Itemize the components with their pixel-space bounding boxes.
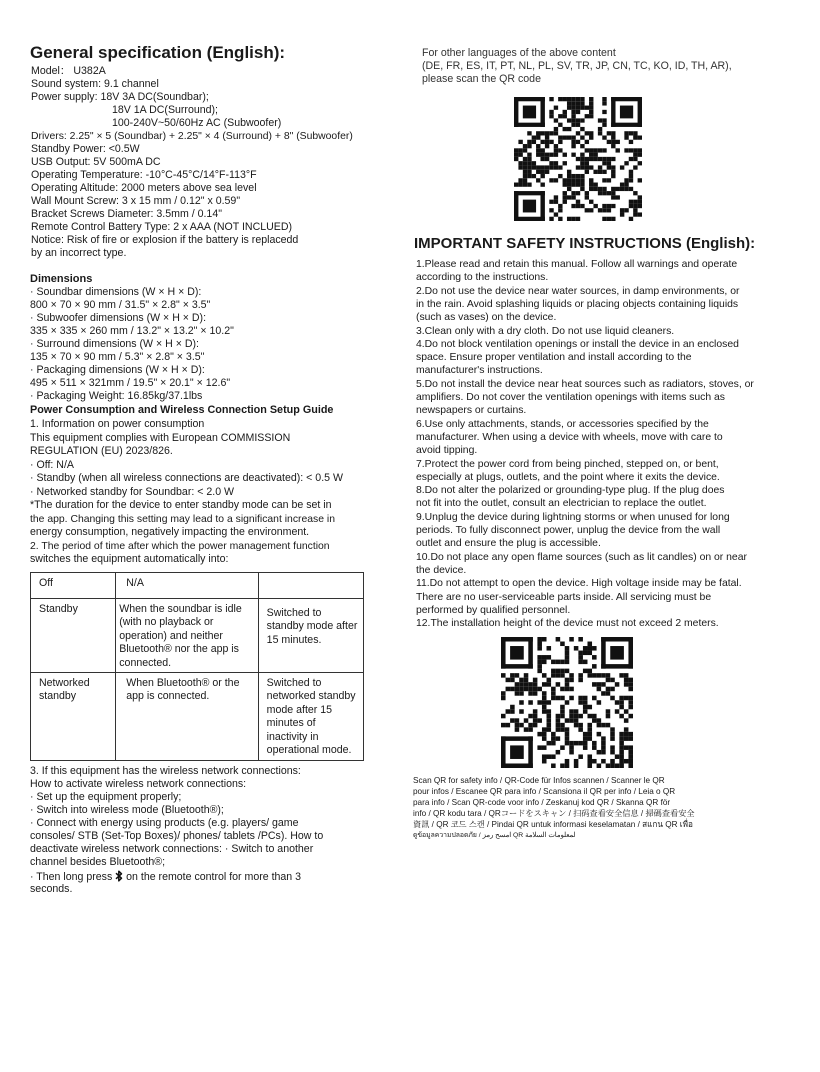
safety-line: newspapers or curtains. bbox=[416, 405, 527, 417]
table-row bbox=[31, 573, 364, 599]
safety-line: 7.Protect the power cord from being pinched, stepped on, or bent, bbox=[416, 458, 719, 470]
scan-line: ดูข้อมูลความปลอดภัย / امسح رمز QR لمعلومات السلامة bbox=[413, 832, 576, 839]
safety-line: 12.The installation height of the device must not exceed 2 meters. bbox=[416, 618, 719, 630]
safety-line: according to the instructions. bbox=[416, 272, 549, 284]
table-cell bbox=[258, 573, 363, 599]
safety-line: especially at plugs, outlets, and the point where it exits the device. bbox=[416, 471, 720, 483]
spec-line: 100-240V~50/60Hz AC (Subwoofer) bbox=[112, 117, 282, 129]
dim-line: · Packaging Weight: 16.85kg/37.1lbs bbox=[30, 390, 203, 402]
spec-line: Operating Altitude: 2000 meters above sea level bbox=[31, 182, 257, 194]
safety-line: performed by qualified personnel. bbox=[416, 604, 571, 616]
spec-line: Model： U382A bbox=[31, 65, 106, 77]
other-lang-line: please scan the QR code bbox=[422, 73, 541, 85]
safety-line: 10.Do not place any open flame sources (such as lit candles) on or near bbox=[416, 551, 747, 563]
safety-line: 11.Do not attempt to open the device. High voltage inside may be fatal. bbox=[416, 578, 742, 590]
safety-line: 3.Clean only with a dry cloth. Do not use liquid cleaners. bbox=[416, 325, 675, 337]
wireless-line: · Set up the equipment properly; bbox=[30, 791, 182, 803]
table-row bbox=[31, 673, 364, 761]
table-cell: N/A bbox=[116, 573, 258, 599]
dim-line: 495 × 511 × 321mm / 19.5" × 20.1" × 12.6" bbox=[30, 377, 231, 389]
wireless-line: consoles/ STB (Set-Top Boxes)/ phones/ tablets /PCs). How to bbox=[30, 830, 324, 842]
table-cell: Networked standby bbox=[31, 673, 116, 761]
spec-line: Power supply: 18V 3A DC(Soundbar); bbox=[31, 91, 209, 103]
table-cell: Standby bbox=[31, 599, 116, 673]
spec-line: Sound system: 9.1 channel bbox=[31, 78, 159, 90]
scan-line: pour infos / Escanee QR para info / Scansiona il QR per info / Leia o QR bbox=[413, 787, 676, 796]
power-line: REGULATION (EU) 2023/826. bbox=[30, 445, 173, 457]
power-line: · Off: N/A bbox=[30, 459, 74, 471]
dim-line: · Surround dimensions (W × H × D): bbox=[30, 338, 199, 350]
safety-line: There are no user-serviceable parts inside. All servicing must be bbox=[416, 591, 712, 603]
power-line: switches the equipment automatically into: bbox=[30, 553, 229, 565]
other-lang-line: For other languages of the above content bbox=[422, 47, 616, 59]
dim-line: · Soundbar dimensions (W × H × D): bbox=[30, 286, 202, 298]
safety-line: 6.Use only attachments, stands, or accessories specified by the bbox=[416, 418, 709, 430]
spec-line: Wall Mount Screw: 3 x 15 mm / 0.12" x 0.59" bbox=[31, 195, 241, 207]
scan-line: para info / Scan QR-code voor info / Zeskanuj kod QR / Skanna QR för bbox=[413, 798, 671, 807]
table-row bbox=[31, 599, 364, 673]
spec-line: by an incorrect type. bbox=[31, 247, 127, 259]
table-cell: Switched to standby mode after 15 minutes. bbox=[258, 599, 363, 673]
safety-line: outlet and ensure the plug is accessible. bbox=[416, 538, 601, 550]
table-cell: Off bbox=[31, 573, 116, 599]
dim-line: · Packaging dimensions (W × H × D): bbox=[30, 364, 205, 376]
table-cell: Switched to networked standby mode after 15 minutes of inactivity in operational mode. bbox=[258, 673, 363, 761]
spec-line: Drivers: 2.25" × 5 (Soundbar) + 2.25" × 4 (Surround) + 8" (Subwoofer) bbox=[31, 131, 353, 142]
power-line: energy consumption, negatively impacting the environment. bbox=[30, 526, 310, 538]
safety-line: periods. To fully disconnect power, unplug the device from the wall bbox=[416, 525, 721, 536]
safety-line: 9.Unplug the device during lightning storms or when unused for long bbox=[416, 511, 730, 523]
scan-line: info / QR kodu tara / QRコードをスキャン / 扫码查看安全信息 / 掃碼查看安全 bbox=[413, 809, 695, 818]
wireless-line: channel besides Bluetooth®; bbox=[30, 856, 166, 868]
spec-line: 18V 1A DC(Surround); bbox=[112, 104, 218, 116]
spec-line: USB Output: 5V 500mA DC bbox=[31, 156, 161, 168]
table-cell: When the soundbar is idle (with no playback or operation) and neither Bluetooth® nor the app is connected. bbox=[116, 599, 258, 673]
wireless-line: · Connect with energy using products (e.g. players/ game bbox=[30, 817, 299, 829]
spec-line: Standby Power: <0.5W bbox=[31, 143, 140, 155]
safety-line: space. Ensure proper ventilation and install according to the bbox=[416, 352, 692, 364]
safety-line: 8.Do not alter the polarized or grounding-type plug. If the plug does bbox=[416, 485, 725, 497]
qr-code-languages[interactable] bbox=[514, 97, 642, 221]
safety-line: (such as vases) on the device. bbox=[416, 312, 557, 324]
wireless-line: deactivate wireless network connections: · Switch to another bbox=[30, 843, 314, 855]
spec-title: General specification (English): bbox=[30, 43, 286, 62]
table-cell: When Bluetooth® or the app is connected. bbox=[116, 673, 258, 761]
bluetooth-icon bbox=[115, 870, 123, 886]
dimensions-heading: Dimensions bbox=[30, 273, 93, 285]
wireless-line: · Switch into wireless mode (Bluetooth®); bbox=[30, 804, 224, 816]
other-lang-line: (DE, FR, ES, IT, PT, NL, PL, SV, TR, JP, CN, TC, KO, ID, TH, AR), bbox=[422, 60, 732, 72]
power-line: the app. Changing this setting may lead to a significant increase in bbox=[30, 514, 335, 525]
scan-line: Scan QR for safety info / QR-Code für Infos scannen / Scanner le QR bbox=[413, 776, 665, 785]
dim-line: 135 × 70 × 90 mm / 5.3" × 2.8" × 3.5" bbox=[30, 351, 205, 363]
long-press-text: · Then long press bbox=[30, 871, 116, 883]
safety-line: 2.Do not use the device near water sources, in damp environments, or bbox=[416, 285, 740, 297]
spec-line: Remote Control Battery Type: 2 x AAA (NOT INCLUED) bbox=[31, 221, 293, 233]
qr-code-safety[interactable] bbox=[501, 637, 633, 768]
long-press-text: on the remote control for more than 3 bbox=[123, 871, 302, 883]
spec-line: Notice: Risk of fire or explosion if the battery is replacedd bbox=[31, 234, 299, 246]
safety-title: IMPORTANT SAFETY INSTRUCTIONS (English): bbox=[414, 235, 756, 252]
safety-line: in the rain. Avoid splashing liquids or placing objects containing liquids bbox=[416, 298, 739, 310]
power-line: *The duration for the device to enter standby mode can be set in bbox=[30, 499, 332, 511]
power-line: · Standby (when all wireless connections are deactivated): < 0.5 W bbox=[30, 472, 343, 484]
wireless-line: How to activate wireless network connections: bbox=[30, 778, 247, 790]
power-table bbox=[30, 572, 364, 761]
dim-line: 335 × 335 × 260 mm / 13.2" × 13.2" × 10.2" bbox=[30, 325, 234, 337]
scan-line: 資訊 / QR 코드 스캔 / Pindai QR untuk informasi keselamatan / สแกน QR เพื่อ bbox=[413, 820, 693, 829]
safety-line: not fit into the outlet, consult an electrician to replace the outlet. bbox=[416, 498, 707, 510]
safety-line: 5.Do not install the device near heat sources such as radiators, stoves, or bbox=[416, 378, 754, 390]
safety-line: manufacturer. When using a device with wheels, move with care to bbox=[416, 431, 723, 443]
power-line: · Networked standby for Soundbar: < 2.0 W bbox=[30, 486, 235, 498]
dim-line: 800 × 70 × 90 mm / 31.5" × 2.8" × 3.5" bbox=[30, 299, 211, 311]
safety-line: 4.Do not block ventilation openings or install the device in an enclosed bbox=[416, 338, 739, 350]
safety-line: avoid tipping. bbox=[416, 445, 478, 457]
long-press-end: seconds. bbox=[30, 883, 73, 895]
safety-line: the device. bbox=[416, 564, 467, 576]
spec-line: Bracket Screws Diameter: 3.5mm / 0.14" bbox=[31, 208, 222, 220]
power-line: This equipment complies with European COMMISSION bbox=[30, 432, 291, 444]
power-line: 1. Information on power consumption bbox=[30, 418, 205, 430]
dim-line: · Subwoofer dimensions (W × H × D): bbox=[30, 312, 207, 324]
wireless-line: 3. If this equipment has the wireless network connections: bbox=[30, 765, 301, 777]
power-heading: Power Consumption and Wireless Connection Setup Guide bbox=[30, 404, 334, 416]
safety-line: manufacturer's instructions. bbox=[416, 365, 543, 377]
safety-line: amplifiers. Do not cover the ventilation openings with items such as bbox=[416, 392, 725, 403]
safety-line: 1.Please read and retain this manual. Follow all warnings and operate bbox=[416, 259, 738, 270]
spec-line: Operating Temperature: -10°C-45°C/14°F-113°F bbox=[31, 169, 257, 181]
power-line: 2. The period of time after which the power management function bbox=[30, 541, 330, 552]
